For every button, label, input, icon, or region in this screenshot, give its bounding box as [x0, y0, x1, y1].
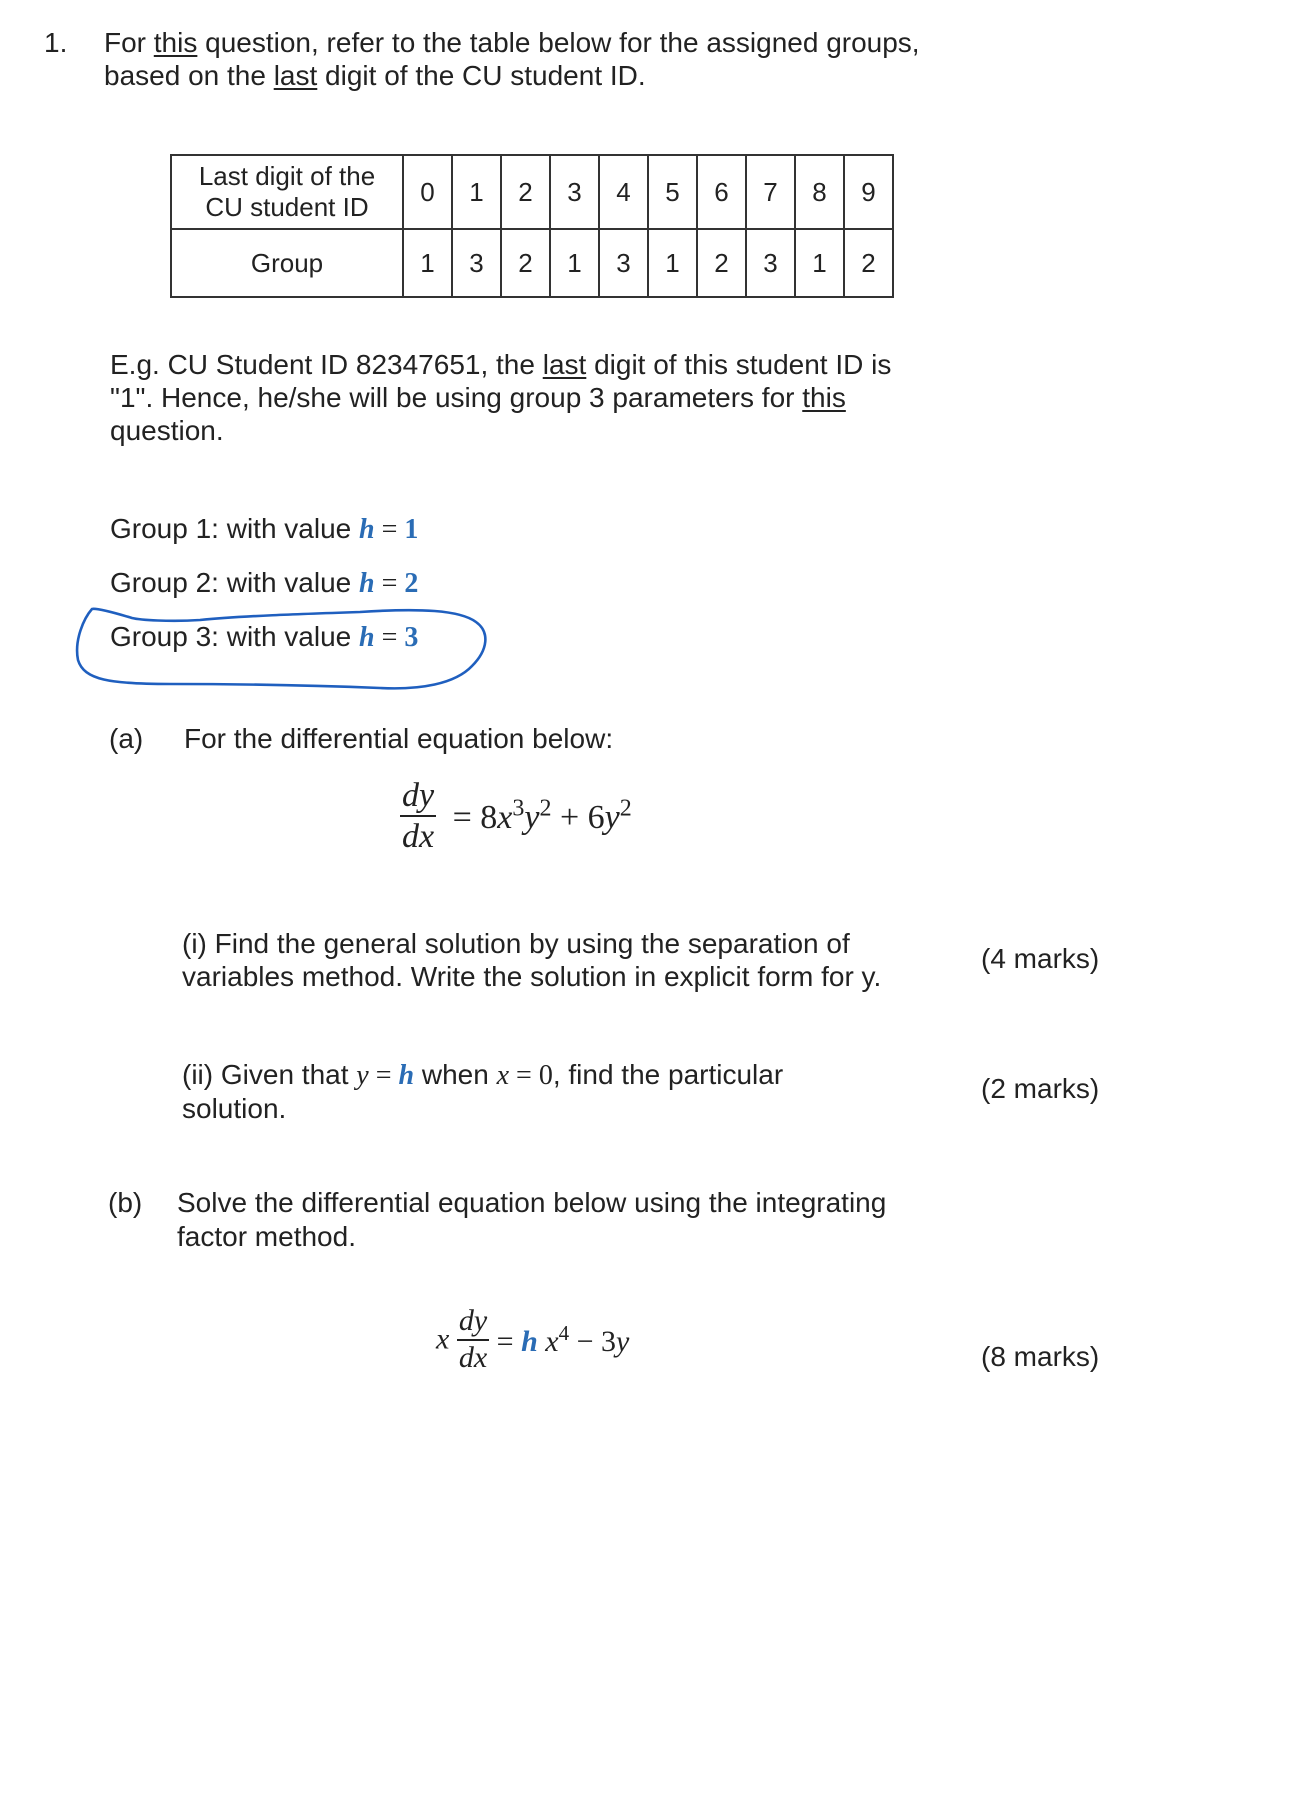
- group-label: Group 3: with value: [110, 621, 360, 652]
- ii-var-y: y: [356, 1060, 369, 1091]
- digit-cell: 9: [844, 155, 893, 229]
- equals-sign: =: [496, 1324, 522, 1358]
- part-b-marks: (8 marks): [981, 1341, 1100, 1372]
- digit-cell: 1: [452, 155, 501, 229]
- group-cell: 1: [403, 229, 452, 297]
- derivative-fraction: [457, 1304, 489, 1375]
- part-a-ii-marks: (2 marks): [981, 1073, 1100, 1104]
- example-text: "1". Hence, he/she will be using group 3 parameters for: [110, 382, 803, 413]
- fraction-denominator: dx: [458, 1340, 488, 1374]
- equation-a: [400, 776, 632, 856]
- ii-value: = 0: [509, 1060, 553, 1091]
- equation-b-rhs: [496, 1320, 630, 1358]
- part-a-label: (a): [109, 723, 144, 754]
- group-label: Group 1: with value: [110, 513, 360, 544]
- equals-sign: =: [374, 622, 405, 653]
- group-label: Group 2: with value: [110, 567, 360, 598]
- rhs-var-y: y: [604, 798, 620, 836]
- ii-text: when: [414, 1059, 497, 1090]
- digit-cell: 2: [501, 155, 550, 229]
- part-b-label: (b): [108, 1187, 143, 1218]
- rhs-term: = 8: [452, 798, 498, 836]
- equals-sign: =: [374, 514, 405, 545]
- rhs-exponent: 3: [512, 795, 525, 822]
- digit-cell: 6: [697, 155, 746, 229]
- rhs-term: + 6: [551, 798, 605, 836]
- fraction-numerator: dy: [400, 776, 436, 817]
- fraction-denominator: dx: [402, 818, 435, 856]
- group-cell: 2: [697, 229, 746, 297]
- group-cell: 1: [795, 229, 844, 297]
- rhs-exponent: 2: [619, 795, 632, 822]
- h-variable: h: [521, 1324, 538, 1358]
- example-line3: question.: [110, 415, 224, 446]
- digit-cell: 3: [550, 155, 599, 229]
- derivative-fraction: [400, 776, 436, 856]
- part-a-prompt: For the differential equation below:: [184, 723, 614, 754]
- example-text-rest: digit of this student ID is: [586, 349, 892, 380]
- rhs-term: − 3: [569, 1324, 617, 1358]
- part-a-i-marks: (4 marks): [981, 943, 1100, 974]
- group-cell: 2: [844, 229, 893, 297]
- h-variable: h: [359, 514, 375, 545]
- fraction-numerator: dy: [457, 1304, 489, 1341]
- intro-text-rest: digit of the CU student ID.: [317, 60, 646, 91]
- h-value: 3: [404, 622, 419, 653]
- group-row-header: Group: [171, 229, 403, 297]
- intro-underlined-this: this: [153, 27, 198, 58]
- group-cell: 3: [452, 229, 501, 297]
- rhs-exponent: 2: [539, 795, 552, 822]
- intro-text: For: [104, 27, 154, 58]
- example-underlined-this: this: [802, 382, 846, 413]
- group-cell: 3: [599, 229, 648, 297]
- intro-text-rest: question, refer to the table below for the assigned groups,: [197, 27, 920, 58]
- h-value: 1: [404, 514, 419, 545]
- group-cell: 1: [550, 229, 599, 297]
- ii-var-x: x: [496, 1060, 510, 1091]
- h-variable: h: [359, 568, 375, 599]
- intro-text: based on the: [104, 60, 274, 91]
- rhs-var-y: y: [616, 1324, 630, 1358]
- group-cell: 3: [746, 229, 795, 297]
- h-variable: h: [398, 1060, 415, 1091]
- example-underlined-last: last: [542, 349, 587, 380]
- intro-underlined-last: last: [273, 60, 318, 91]
- digit-cell: 7: [746, 155, 795, 229]
- digit-cell: 5: [648, 155, 697, 229]
- part-a-i-line2: variables method. Write the solution in explicit form for y.: [182, 961, 882, 992]
- part-b-line2: factor method.: [177, 1221, 356, 1252]
- rhs-exponent: 4: [558, 1320, 570, 1345]
- rhs-var-y: y: [524, 798, 540, 836]
- h-variable: h: [359, 622, 375, 653]
- equation-a-rhs: [452, 795, 632, 836]
- part-a-ii-line2: solution.: [182, 1093, 287, 1124]
- equals-sign: =: [368, 1060, 399, 1091]
- lhs-var-x: x: [436, 1322, 450, 1356]
- digit-cell: 4: [599, 155, 648, 229]
- rhs-var-x: x: [497, 798, 513, 836]
- group-cell: 2: [501, 229, 550, 297]
- part-b-line1: Solve the differential equation below using the integrating: [177, 1187, 887, 1218]
- question-number: 1.: [44, 27, 68, 58]
- group-cell: 1: [648, 229, 697, 297]
- circle-stroke: [77, 609, 485, 689]
- ii-text: , find the particular: [552, 1059, 784, 1090]
- part-a-ii-line1: [182, 1058, 783, 1092]
- header-line: Last digit of the: [198, 161, 376, 191]
- rhs-var-x: x: [545, 1324, 559, 1358]
- ii-text: (ii) Given that: [182, 1059, 357, 1090]
- example-text: E.g. CU Student ID 82347651, the: [110, 349, 543, 380]
- h-value: 2: [404, 568, 419, 599]
- header-line: CU student ID: [205, 192, 369, 222]
- equation-b: [436, 1304, 629, 1375]
- equals-sign: =: [374, 568, 405, 599]
- part-a-i-line1: (i) Find the general solution by using the separation of: [182, 928, 850, 959]
- digit-cell: 8: [795, 155, 844, 229]
- digit-cell: 0: [403, 155, 452, 229]
